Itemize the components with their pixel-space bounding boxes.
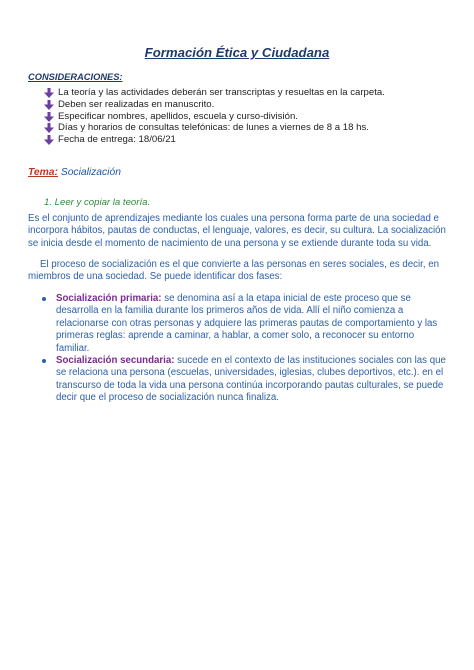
bullet-icon — [42, 359, 46, 363]
consideration-text: Fecha de entrega: 18/06/21 — [58, 134, 176, 146]
consideration-text: La teoría y las actividades deberán ser transcriptas y resueltas en la carpeta. — [58, 87, 385, 98]
list-item — [40, 355, 446, 405]
list-item — [44, 99, 385, 111]
list-item — [44, 111, 385, 123]
consideration-text: Especificar nombres, apellidos, escuela y curso-división. — [58, 110, 298, 122]
bullet-icon — [42, 297, 46, 301]
arrow-down-icon — [44, 135, 54, 145]
list-item — [44, 134, 385, 146]
paragraph-process: El proceso de socialización es el que convierte a las personas en seres sociales, es decir, en miembros de una sociedad. Se puede identificar dos fases: — [28, 259, 440, 283]
topic-heading — [28, 167, 121, 178]
topic-value: Socialización — [60, 167, 121, 178]
topic-label: Tema: — [28, 167, 58, 178]
phase-term: Socialización primaria: — [56, 293, 162, 304]
arrow-down-icon — [44, 88, 54, 98]
consideration-text: Deben ser realizadas en manuscrito. — [58, 98, 215, 110]
phase-text: se denomina así a la etapa inicial de este proceso que se desarrolla en la familia durante los primeros años de vida. Allí el niño comienza a relacionarse con otras personas y adquiere las primeras pautas de comportamiento y las primeras reglas: aprende a caminar, a hablar, a comer solo, a reconocer su entorno familiar. — [56, 293, 438, 354]
list-item — [44, 87, 385, 99]
list-item — [40, 293, 446, 355]
phase-term: Socialización secundaria: — [56, 355, 175, 367]
arrow-down-icon — [44, 100, 54, 110]
arrow-down-icon — [44, 112, 54, 122]
phase-text: sucede en el contexto de las instituciones sociales con las que se relaciona una persona (escuelas, universidades, iglesias, clubes deportivos, etc.). en el transcurso de toda la vida una persona continúa incorporando pautas culturales, se puede decir que el proceso de socialización nunca finaliza. — [56, 355, 446, 404]
list-item — [44, 122, 385, 134]
page-title: Formación Ética y Ciudadana — [144, 45, 330, 60]
instruction-step: 1. Leer y copiar la teoría. — [44, 197, 151, 208]
consideration-text: Días y horarios de consultas telefónicas: de lunes a viernes de 8 a 18 hs. — [58, 122, 369, 134]
paragraph-definition: Es el conjunto de aprendizajes mediante los cuales una persona forma parte de una sociedad e incorpora hábitos, pautas de conductas, el lenguaje, valores, es decir, su cultura. La socialización se inicia desde el momento de nacimiento de una persona y se extiende durante toda su vida. — [28, 213, 446, 249]
phases-list — [40, 293, 446, 405]
arrow-down-icon — [44, 123, 54, 133]
considerations-heading: CONSIDERACIONES: — [28, 72, 123, 82]
considerations-list — [44, 87, 385, 146]
